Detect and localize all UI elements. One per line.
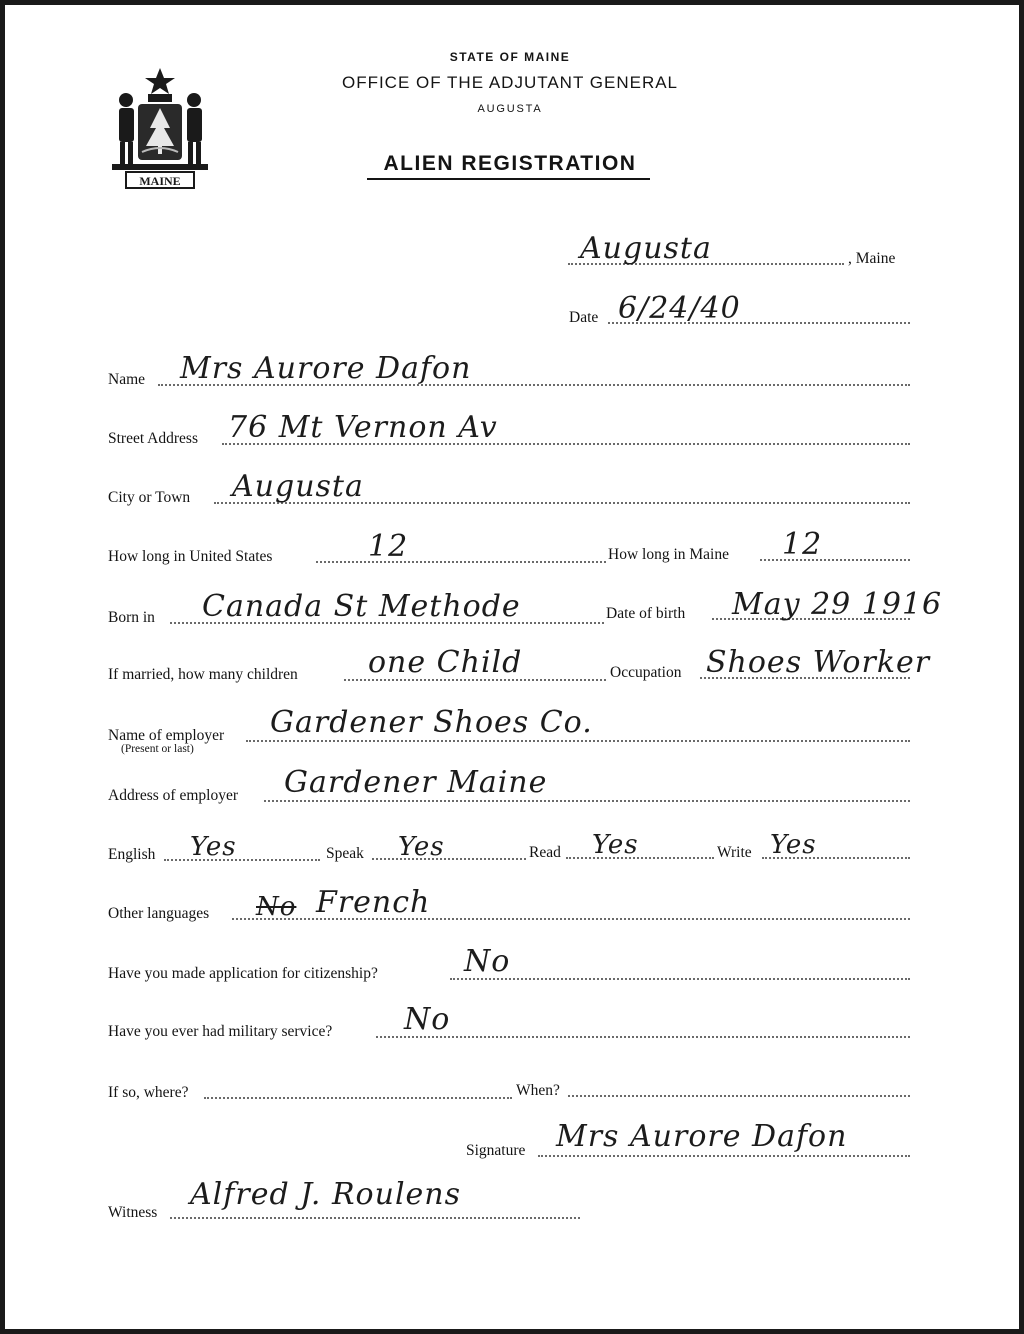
children-label: If married, how many children [108,666,298,683]
where-label: If so, where? [108,1084,189,1101]
military-value: No [404,1002,451,1037]
city-heading: AUGUSTA [477,103,543,115]
street-label: Street Address [108,430,198,447]
name-label: Name [108,371,146,388]
date-label: Date [569,309,599,326]
witness-label: Witness [108,1204,158,1221]
employer-label: Name of employer [108,727,225,744]
city-value: Augusta [232,469,364,504]
english-value: Yes [190,832,237,862]
born-value: Canada St Methode [202,589,521,624]
state-seal-icon [108,64,212,192]
office-heading: OFFICE OF THE ADJUTANT GENERAL [341,73,679,92]
speak-label: Speak [326,845,364,862]
us-years-label: How long in United States [108,548,273,565]
maine-years-value: 12 [782,527,823,562]
street-value: 76 Mt Vernon Av [228,410,498,445]
birthdate-label: Date of birth [606,605,686,622]
occupation-value: Shoes Worker [706,645,931,680]
read-label: Read [529,844,561,861]
witness-value: Alfred J. Roulens [190,1177,462,1212]
employer-address-value: Gardener Maine [284,765,548,800]
when-label: When? [516,1082,560,1099]
english-label: English [108,846,156,863]
form-title: ALIEN REGISTRATION [383,152,637,175]
write-label: Write [717,844,752,861]
seal-lettering: MAINE [139,174,181,188]
state-heading: STATE OF MAINE [449,50,571,64]
citizenship-label: Have you made application for citizenship? [108,965,378,982]
write-value: Yes [770,830,817,860]
other-languages-struck: No [256,892,297,922]
signature-value: Mrs Aurore Dafon [556,1119,848,1154]
maine-years-label: How long in Maine [608,546,729,563]
name-value: Mrs Aurore Dafon [180,351,472,386]
signature-label: Signature [466,1142,526,1159]
date-value: 6/24/40 [618,291,741,326]
occupation-label: Occupation [610,664,682,681]
us-years-value: 12 [368,529,409,564]
place-value: Augusta [580,231,712,266]
military-label: Have you ever had military service? [108,1023,333,1040]
maine-label: , Maine [848,250,896,267]
children-value: one Child [368,645,523,680]
read-value: Yes [592,830,639,860]
other-languages-label: Other languages [108,905,210,922]
other-languages-value: French [316,885,431,920]
employer-sublabel: (Present or last) [121,743,194,755]
title-underline [367,178,650,180]
speak-value: Yes [398,832,445,862]
born-label: Born in [108,609,155,626]
citizenship-value: No [464,944,511,979]
birthdate-value: May 29 1916 [732,587,943,622]
employer-address-label: Address of employer [108,787,238,804]
employer-value: Gardener Shoes Co. [270,705,593,740]
city-label: City or Town [108,489,191,506]
